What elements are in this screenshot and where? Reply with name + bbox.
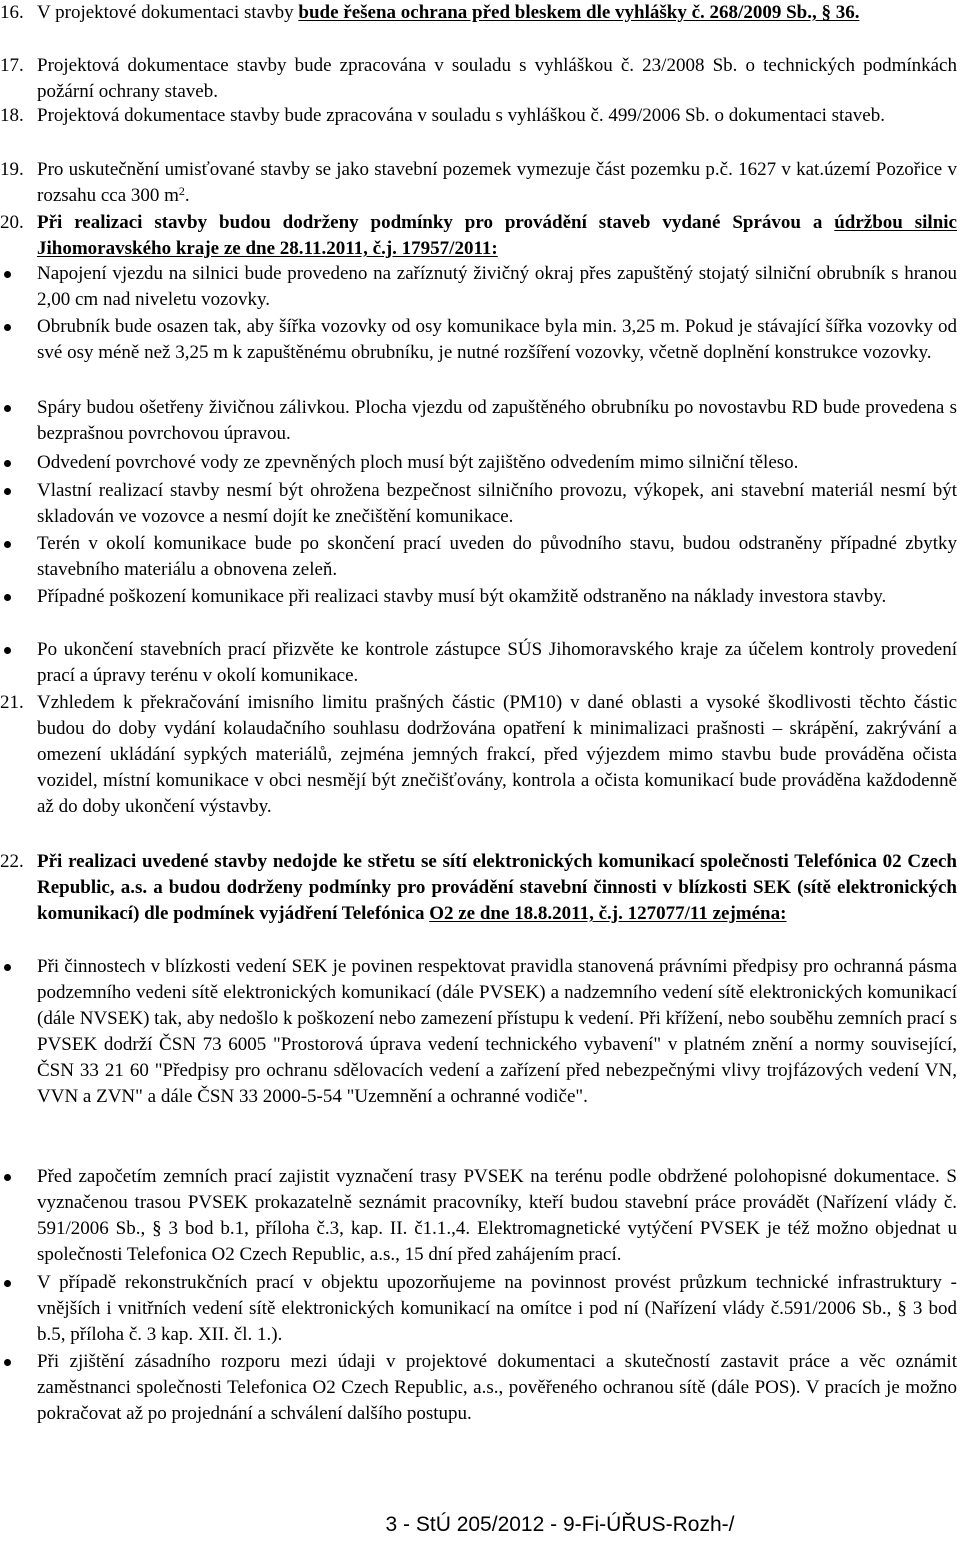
list-item-text: Před započetím zemních prací zajistit vyznačení trasy PVSEK na terénu podle obdržené polohopisné dokumentace. S vyznačenou trasou PVSEK prokazatelně seznámit pracovníky, kteří budou stavební práce provádět (Nařízení vlády č. 591/2006 Sb., § 3 bod b.1, příloha č.3, kap. II. č1.1.,4. Elektromagnetické vytýčení PVSEK je též možno objednat u společnosti Telefonica O2 Czech Republic, a.s., 15 dní před zahájením prací.: [37, 1166, 957, 1265]
list-item: [0, 395, 957, 447]
bullet-icon: [4, 541, 11, 548]
bullet-icon: [4, 1174, 11, 1181]
list-item: [0, 1349, 957, 1427]
list-item: [0, 637, 957, 689]
item-emphasis: údržbou silnic Jihomoravského kraje ze dne 28.11.2011, č.j. 17957/2011:: [37, 212, 957, 259]
bullet-icon: [4, 324, 11, 331]
list-item: [0, 1164, 957, 1268]
item-number: 18.: [0, 105, 24, 126]
item-number: 16.: [0, 2, 24, 23]
list-item-text: Případné poškození komunikace při realizaci stavby musí být okamžitě odstraněno na náklady investora stavby.: [37, 586, 887, 607]
item-heading: Při realizaci uvedené stavby nedojde ke střetu se sítí elektronických komunikací společnosti Telefónica 02 Czech Republic, a.s. a budou dodrženy podmínky pro provádění stavební činnosti v blízkosti SEK (sítě elektronických komunikací) dle podmínek vyjádření Telefónica: [37, 851, 957, 924]
list-item-text: Odvedení povrchové vody ze zpevněných ploch musí být zajištěno odvedením mimo silniční těleso.: [37, 452, 799, 473]
bullet-icon: [4, 488, 11, 495]
list-item-text: V případě rekonstrukčních prací v objektu upozorňujeme na povinnost provést průzkum technické infrastruktury - vnějších i vnitřních vedení sítě elektronických komunikací na omítce i pod ní (Nařízení vlády č.591/2006 Sb., § 3 bod b.5, příloha č. 3 kap. XII. čl. 1.).: [37, 1272, 957, 1345]
list-item-text: Po ukončení stavebních prací přizvěte ke kontrole zástupce SÚS Jihomoravského kraje za účelem kontroly provedení prací a úpravy terénu v okolí komunikace.: [37, 639, 957, 686]
item-19: [0, 157, 957, 209]
list-item: [0, 1270, 957, 1348]
item-number: 21.: [0, 692, 24, 713]
bullet-icon: [4, 1359, 11, 1366]
item-emphasis: O2 ze dne 18.8.2011, č.j. 127077/11 zejména:: [429, 903, 787, 924]
item-emphasis: bude řešena ochrana před bleskem dle vyhlášky č. 268/2009 Sb., § 36.: [298, 2, 860, 23]
bullet-icon: [4, 271, 11, 278]
list-item-text: Obrubník bude osazen tak, aby šířka vozovky od osy komunikace byla min. 3,25 m. Pokud je stávající šířka vozovky od své osy méně než 3,25 m k zapuštěnému obrubníku, je nutné rozšíření vozovky, včetně doplnění konstrukce vozovky.: [37, 316, 957, 363]
bullet-icon: [4, 1280, 11, 1287]
list-item: [0, 478, 957, 530]
item-text: V projektové dokumentaci stavby: [37, 2, 299, 23]
bullet-icon: [4, 460, 11, 467]
item-18: [0, 103, 957, 129]
item-number: 19.: [0, 159, 24, 180]
list-item: [0, 450, 957, 476]
list-item-text: Vlastní realizací stavby nesmí být ohrožena bezpečnost silničního provozu, výkopek, ani stavební materiál nesmí být skladován ve vozovce a nesmí dojít ke znečištění komunikace.: [37, 480, 957, 527]
item-20: [0, 210, 957, 262]
item-text: Projektová dokumentace stavby bude zpracována v souladu s vyhláškou č. 499/2006 Sb. o dokumentaci staveb.: [37, 105, 885, 126]
list-item: [0, 531, 957, 583]
item-number: 20.: [0, 212, 24, 233]
item-text: Projektová dokumentace stavby bude zpracována v souladu s vyhláškou č. 23/2008 Sb. o technických podmínkách požární ochrany staveb.: [37, 55, 957, 102]
list-item-text: Při zjištění zásadního rozporu mezi údaji v projektové dokumentaci a skutečností zastavit práce a věc oznámit zaměstnanci společnosti Telefonica O2 Czech Republic, a.s., pověřeného ochranou sítě (dále POS). V pracích je možno pokračovat až po projednání a schválení dalšího postupu.: [37, 1351, 957, 1424]
item-17: [0, 53, 957, 105]
item-number: 17.: [0, 55, 24, 76]
list-item: [0, 584, 957, 610]
bullet-icon: [4, 594, 11, 601]
list-item-text: Spáry budou ošetřeny živičnou zálivkou. Plocha vjezdu od zapuštěného obrubníku po novostavbu RD bude provedena s bezprašnou povrchovou úpravou.: [37, 397, 957, 444]
list-item-text: Při činnostech v blízkosti vedení SEK je povinen respektovat pravidla stanovená právními předpisy pro ochranná pásma podzemního vedeni sítě elektronických komunikací (dále PVSEK) a nadzemního vedení sítě elektronických komunikací (dále NVSEK) tak, aby nedošlo k poškození nebo zamezení přístupu k vedení. Při křížení, nebo souběhu zemních prací s PVSEK dodrží ČSN 73 6005 "Prostorová úprava vedení technického vybavení" v platném znění a normy související, ČSN 33 21 60 "Předpisy pro ochranu sdělovacích vedení a zařízení před nebezpečnými vlivy trojfázových vedení VN, VVN a ZVN" a dále ČSN 33 2000-5-54 "Uzemnění a ochranné vodiče".: [37, 956, 957, 1107]
item-22: [0, 849, 957, 927]
bullet-icon: [4, 964, 11, 971]
page-footer: [0, 1512, 960, 1538]
item-heading: Při realizaci stavby budou dodrženy podmínky pro provádění staveb vydané Správou a: [37, 212, 835, 233]
item-text-end: .: [184, 185, 190, 206]
list-item-text: Napojení vjezdu na silnici bude provedeno na zaříznutý živičný okraj přes zapuštěný stojatý silniční obrubník s hranou 2,00 cm nad niveletu vozovky.: [37, 263, 957, 310]
superscript: 2: [178, 184, 185, 198]
item-21: [0, 690, 957, 820]
bullet-icon: [4, 647, 11, 654]
list-item: [0, 314, 957, 366]
item-16: [0, 0, 957, 26]
item-text: Vzhledem k překračování imisního limitu prašných částic (PM10) v dané oblasti a vysoké škodlivosti těchto částic budou do doby vydání kolaudačního souhlasu dodržována opatření k minimalizaci prašnosti – skrápění, zakrývání a omezení ukládání sypkých materiálů, zejména jemných frakcí, před výjezdem mimo stavbu bude prováděna očista vozidel, místní komunikace v obci nesmějí být znečišťovány, kontrola a očista komunikací bude prováděna každodenně až do doby ukončení výstavby.: [37, 692, 957, 817]
item-number: 22.: [0, 851, 24, 872]
list-item: [0, 954, 957, 1110]
list-item: [0, 261, 957, 313]
bullet-icon: [4, 405, 11, 412]
item-text: Pro uskutečnění umisťované stavby se jako stavební pozemek vymezuje část pozemku p.č. 1627 v kat.území Pozořice v rozsahu cca 300 m: [37, 159, 957, 206]
footer-reference: 3 - StÚ 205/2012 - 9-Fi-ÚŘUS-Rozh-/: [385, 1513, 735, 1536]
list-item-text: Terén v okolí komunikace bude po skončení prací uveden do původního stavu, budou odstraněny případné zbytky stavebního materiálu a obnovena zeleň.: [37, 533, 957, 580]
